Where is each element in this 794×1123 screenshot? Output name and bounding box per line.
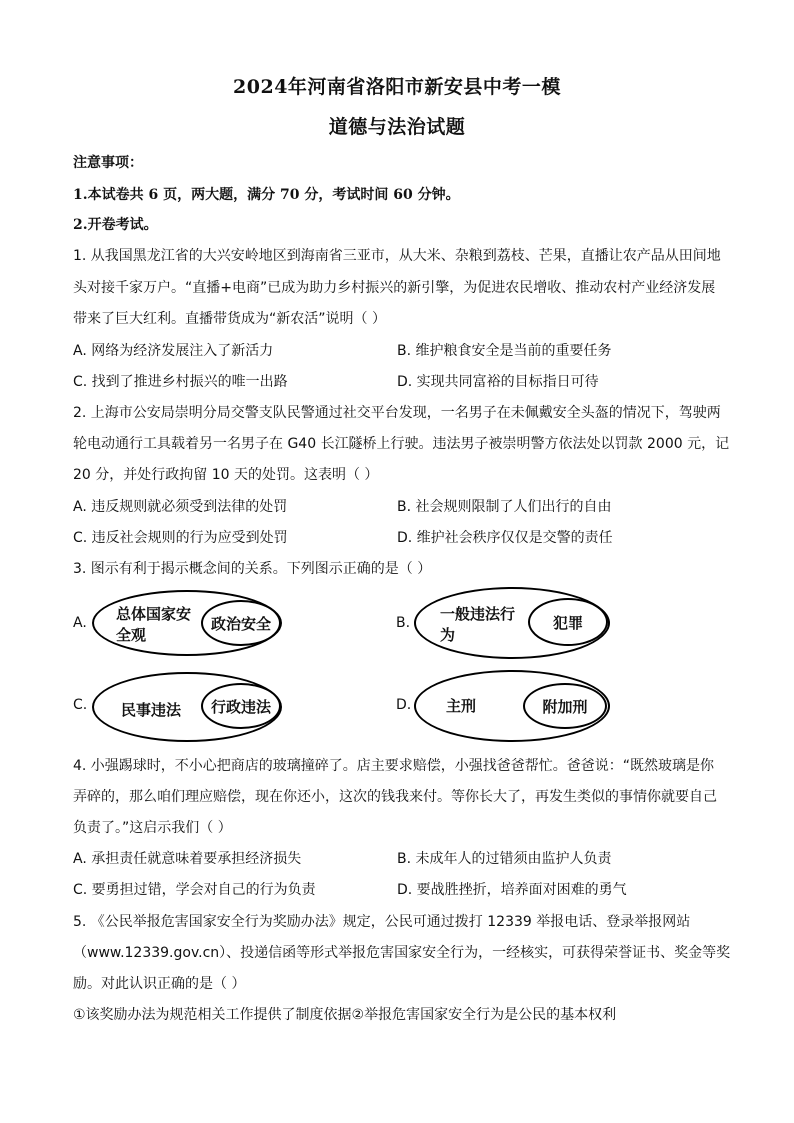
q3-diagram-d-inner-label: 附加刑 <box>542 697 588 716</box>
q1-stem-line-2: 头对接千家万户。“直播+电商”已成为助力乡村振兴的新引擎，为促进农民增收、推动农村产业经济发展 <box>73 280 716 296</box>
q2-stem-line-2: 轮电动通行工具载着另一名男子在 G40 长江隧桥上行驶。违法男子被崇明警方依法处以罚款 2000 元，记 <box>73 436 730 452</box>
q5-stem-line-1: 5. 《公民举报危害国家安全行为奖励办法》规定，公民可通过拨打 12339 举报电话、登录举报网站 <box>73 914 691 930</box>
q2-option-c: C. 违反社会规则的行为应受到处罚 <box>73 530 288 546</box>
q4-option-b: B. 未成年人的过错须由监护人负责 <box>397 851 612 867</box>
q5-stem-line-3: 励。对此认识正确的是（ ） <box>73 976 246 992</box>
q4-stem-line-2: 弄碎的，那么咱们理应赔偿，现在你还小，这次的钱我来付。等你长大了，再发生类似的事情你就要自己 <box>73 789 717 805</box>
q3-diagram-a-outer-line-2: 全观 <box>116 626 147 644</box>
q3-diagram-c-letter: C. <box>73 697 88 713</box>
q2-option-b: B. 社会规则限制了人们出行的自由 <box>397 499 612 515</box>
q4-stem-line-3: 负责了。”这启示我们（ ） <box>73 820 232 836</box>
q5-stem-line-2: （www.12339.gov.cn）、投递信函等形式举报危害国家安全行为，一经核实，可获得荣誉证书、奖金等奖 <box>73 945 731 961</box>
q1-stem-line-1: 1. 从我国黑龙江省的大兴安岭地区到海南省三亚市，从大米、杂粮到荔枝、芒果，直播让农产品从田间地 <box>73 248 721 264</box>
q1-stem-line-3: 带来了巨大红利。直播带货成为“新农活”说明（ ） <box>73 311 386 327</box>
q3-diagram-a-inner-label: 政治安全 <box>210 614 271 633</box>
q3-diagram-c-inner-ellipse <box>201 683 281 729</box>
q5-statements-line: ①该奖励办法为规范相关工作提供了制度依据②举报危害国家安全行为是公民的基本权利 <box>73 1007 617 1023</box>
q1-option-b: B. 维护粮食安全是当前的重要任务 <box>397 343 612 359</box>
q3-diagram-b-inner-label: 犯罪 <box>552 613 583 632</box>
q2-stem-line-3: 20 分，并处行政拘留 10 天的处罚。这表明（ ） <box>73 467 379 483</box>
q3-diagram-a-outer-label <box>116 604 191 646</box>
q3-diagram-d-letter: D. <box>396 697 412 713</box>
q1-option-d: D. 实现共同富裕的目标指日可待 <box>397 374 599 390</box>
q3-diagram-b-letter: B. <box>396 615 411 631</box>
q3-diagram-b-outer-label <box>440 604 515 646</box>
q3-diagram-b-outer-line-1: 一般违法行 <box>440 605 516 623</box>
q4-option-d: D. 要战胜挫折，培养面对困难的勇气 <box>397 882 627 898</box>
q3-diagram-d-inner-ellipse <box>523 683 607 729</box>
q2-option-d: D. 维护社会秩序仅仅是交警的责任 <box>397 530 613 546</box>
q2-stem-line-1: 2. 上海市公安局崇明分局交警支队民警通过社交平台发现，一名男子在未佩戴安全头盔的情况下，驾驶两 <box>73 405 721 421</box>
q1-option-c: C. 找到了推进乡村振兴的唯一出路 <box>73 374 288 390</box>
q2-option-a: A. 违反规则就必须受到法律的处罚 <box>73 499 288 515</box>
q4-option-c: C. 要勇担过错，学会对自己的行为负责 <box>73 882 316 898</box>
q3-diagram-c-outer-label: 民事违法 <box>121 701 182 719</box>
notice-heading: 注意事项： <box>73 155 143 171</box>
notice-item-1: 1.本试卷共 6 页，两大题，满分 70 分，考试时间 60 分钟。 <box>73 187 460 203</box>
q3-diagram-c-inner-label: 行政违法 <box>210 697 271 716</box>
exam-title: 2024年河南省洛阳市新安县中考一模 <box>233 76 561 98</box>
q1-option-a: A. 网络为经济发展注入了新活力 <box>73 343 274 359</box>
q4-stem-line-1: 4. 小强踢球时，不小心把商店的玻璃撞碎了。店主要求赔偿，小强找爸爸帮忙。爸爸说：“既然玻璃是你 <box>73 758 715 774</box>
q3-diagram-a-outer-line-1: 总体国家安 <box>116 605 192 623</box>
q4-option-a: A. 承担责任就意味着要承担经济损失 <box>73 851 302 867</box>
q3-stem: 3. 图示有利于揭示概念间的关系。下列图示正确的是（ ） <box>73 561 432 577</box>
q3-diagram-d-outer-label: 主刑 <box>446 697 477 715</box>
notice-item-2: 2.开卷考试。 <box>73 217 158 233</box>
q3-diagram-a-letter: A. <box>73 615 87 631</box>
exam-subtitle: 道德与法治试题 <box>328 116 466 138</box>
q3-diagram-b-inner-ellipse <box>528 598 608 646</box>
q3-diagram-b-outer-line-2: 为 <box>440 626 456 644</box>
q3-diagram-a-inner-ellipse <box>201 600 281 646</box>
